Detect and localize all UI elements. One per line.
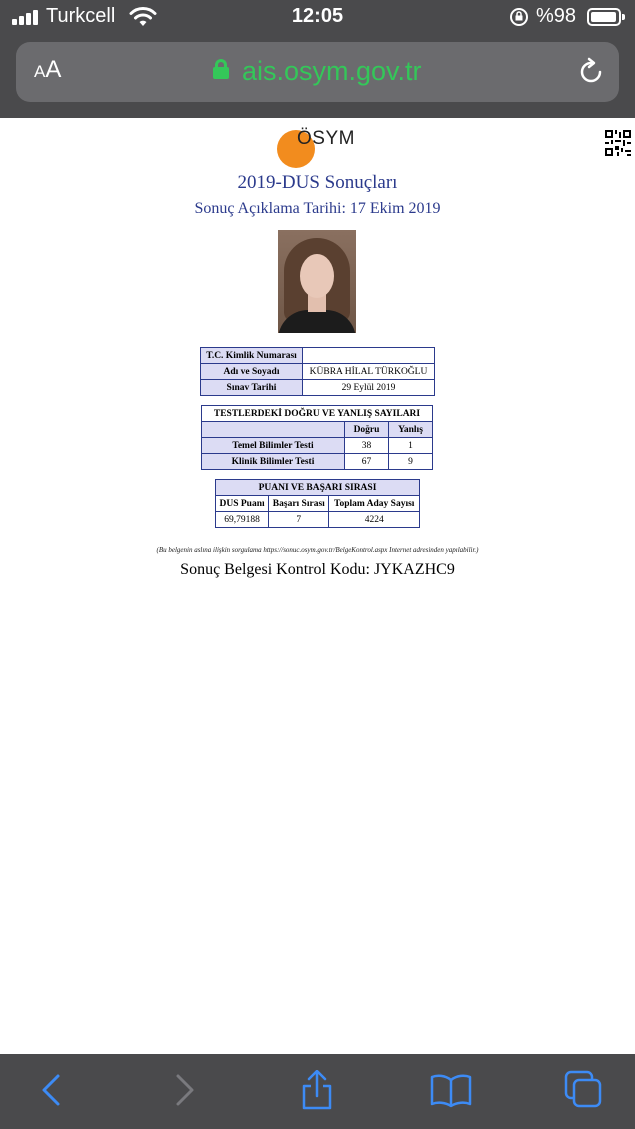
- qr-code-icon: [605, 130, 631, 156]
- battery-fill: [591, 12, 616, 22]
- score-table: [215, 479, 420, 528]
- control-code: Sonuç Belgesi Kontrol Kodu: JYKAZHC9: [180, 561, 455, 578]
- logo-text: ÖSYM: [297, 128, 355, 149]
- battery-icon: [587, 8, 621, 26]
- id-label: T.C. Kimlik Numarası: [201, 348, 303, 364]
- browser-top-chrome: [0, 0, 635, 118]
- wrong-column-header: Yanlış: [389, 422, 433, 438]
- total-value: 4224: [329, 512, 420, 528]
- forward-icon[interactable]: [162, 1070, 206, 1110]
- url-text[interactable]: ais.osym.gov.tr: [241, 56, 422, 86]
- tests-heading: TESTLERDEKİ DOĞRU VE YANLIŞ SAYILARI: [202, 406, 433, 422]
- identity-table: [200, 347, 435, 396]
- lock-icon: [213, 59, 229, 79]
- total-column-header: Toplam Aday Sayısı: [329, 496, 420, 512]
- announcement-date: Sonuç Açıklama Tarihi: 17 Ekim 2019: [194, 200, 441, 217]
- tests-blank-header: [202, 422, 345, 438]
- table-row: [202, 438, 433, 454]
- browser-bottom-toolbar: [0, 1054, 635, 1129]
- test-name: Klinik Bilimler Testi: [202, 454, 345, 470]
- rank-column-header: Başarı Sırası: [269, 496, 329, 512]
- test-correct: 38: [345, 438, 389, 454]
- correct-column-header: Doğru: [345, 422, 389, 438]
- candidate-photo: [278, 230, 356, 333]
- url-display[interactable]: [16, 56, 619, 87]
- web-page: [0, 118, 635, 1054]
- table-row: [216, 512, 420, 528]
- carrier-name: Turkcell: [46, 5, 116, 27]
- score-heading: PUANI VE BAŞARI SIRASI: [216, 480, 420, 496]
- tabs-icon[interactable]: [562, 1070, 606, 1110]
- name-value: KÜBRA HİLAL TÜRKOĞLU: [303, 364, 435, 380]
- status-bar: [0, 0, 635, 36]
- exam-date-value: 29 Eylül 2019: [303, 380, 435, 396]
- back-icon[interactable]: [30, 1070, 74, 1110]
- reload-icon[interactable]: [576, 57, 606, 87]
- battery-percent: %98: [536, 5, 577, 27]
- text-size-button[interactable]: AA: [34, 56, 62, 83]
- rotation-lock-icon: [508, 7, 530, 27]
- exam-date-label: Sınav Tarihi: [201, 380, 303, 396]
- name-label: Adı ve Soyadı: [201, 364, 303, 380]
- test-name: Temel Bilimler Testi: [202, 438, 345, 454]
- score-column-header: DUS Puanı: [216, 496, 269, 512]
- share-icon[interactable]: [295, 1070, 339, 1110]
- test-wrong: 9: [389, 454, 433, 470]
- score-value: 69,79188: [216, 512, 269, 528]
- test-wrong: 1: [389, 438, 433, 454]
- bookmarks-icon[interactable]: [429, 1070, 473, 1110]
- address-bar[interactable]: [16, 42, 619, 102]
- verification-note: (Bu belgenin aslına ilişkin sorgulama https://sonuc.osym.gov.tr/BelgeKontrol.aspx Internet adresinden yapılabilir.): [156, 546, 479, 554]
- id-value: [303, 348, 435, 364]
- osym-logo: [276, 124, 366, 164]
- test-correct: 67: [345, 454, 389, 470]
- table-row: [202, 454, 433, 470]
- test-results-table: [201, 405, 433, 470]
- page-title: 2019-DUS Sonuçları: [237, 172, 398, 193]
- rank-value: 7: [269, 512, 329, 528]
- status-time: 12:05: [291, 5, 344, 27]
